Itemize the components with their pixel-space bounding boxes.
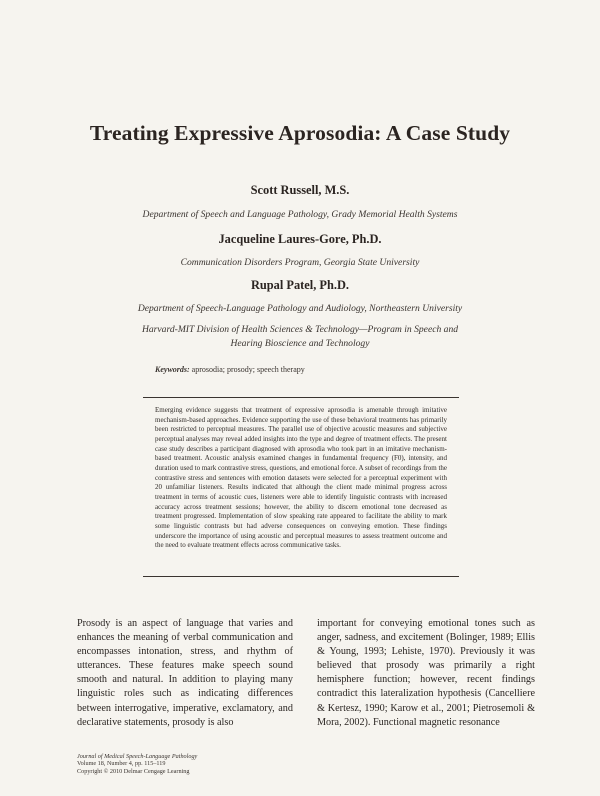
abstract-text: Emerging evidence suggests that treatment of expressive aprosodia is amenable through imitative mechanism-based approaches. Evidence supporting the use of these behavioral treatments has primarily been restricted to perceptual measures. The parallel use of objective acoustic measures and subjective perceptual analyses may reveal added insights into the type and degree of treatment effects. The present case study describes a participant diagnosed with aprosodia who took part in an imitative mechanism-based treatment. Acoustic analysis examined changes in fundamental frequency (F0), intensity, and duration used to mark contrastive stress, questions, and emotional force. A subset of recordings from the contrastive stress and sentences with emotion datasets were selected for a perceptual experiment with 20 unfamiliar listeners. Results indicated that although the client made minimal progress across treatment in terms of acoustic cues, listeners were able to identify linguistic contrasts with increased accuracy across treatment sessions; however, the ability to discern emotional tone decreased as treatment progressed. Implementation of slow speaking rate appeared to facilitate the ability to mark some linguistic contrasts but had adverse consequences on conveying emotion. These findings underscore the importance of using acoustic and perceptual measures to assess treatment outcome and the need to evaluate treatment effects across communicative tasks. bbox=[155, 406, 447, 550]
author-name: Rupal Patel, Ph.D. bbox=[250, 278, 350, 292]
author-affiliation: Department of Speech-Language Pathology and Audiology, Northeastern University bbox=[137, 303, 463, 314]
article-title: Treating Expressive Aprosodia: A Case Study bbox=[89, 121, 511, 145]
journal-volume: Volume 18, Number 4, pp. 115–119 bbox=[77, 760, 166, 768]
journal-name: Journal of Medical Speech-Language Pathology bbox=[77, 753, 198, 760]
body-right-column: important for conveying emotional tones such as anger, sadness, and excitement (Bolinger, 1989; Ellis & Young, 1993; Lehiste, 1970). Previously it was believed that prosody was primarily a right hemisphere function; however, recent findings contradict this lateralization hypothesis (Cancelliere & Kertesz, 1990; Karow et al., 2001; Pietrosemoli & Mora, 2002). Functional magnetic resonance bbox=[317, 618, 535, 728]
keywords bbox=[155, 365, 305, 374]
keywords-text: aprosodia; prosody; speech therapy bbox=[191, 365, 305, 374]
author-affiliation: Department of Speech and Language Pathology, Grady Memorial Health Systems bbox=[142, 209, 458, 220]
keywords-label: Keywords: bbox=[155, 365, 190, 374]
journal-info bbox=[77, 753, 197, 775]
author-affiliation: Communication Disorders Program, Georgia State University bbox=[180, 257, 420, 268]
author-name: Jacqueline Laures-Gore, Ph.D. bbox=[218, 232, 382, 246]
author-name: Scott Russell, M.S. bbox=[250, 183, 350, 197]
author-affiliation: Harvard-MIT Division of Health Sciences & Technology—Program in Speech and Hearing Bioscience and Technology bbox=[141, 324, 459, 349]
body-left-column: Prosody is an aspect of language that varies and enhances the meaning of verbal communication and encompasses intonation, stress, and rhythm of utterances. These features make speech sound smooth and natural. In addition to playing many linguistic roles such as indicating differences between interrogative, imperative, exclamatory, and declarative statements, prosody is also bbox=[77, 618, 293, 728]
journal-copyright: Copyright © 2010 Delmar Cengage Learning bbox=[77, 767, 190, 775]
